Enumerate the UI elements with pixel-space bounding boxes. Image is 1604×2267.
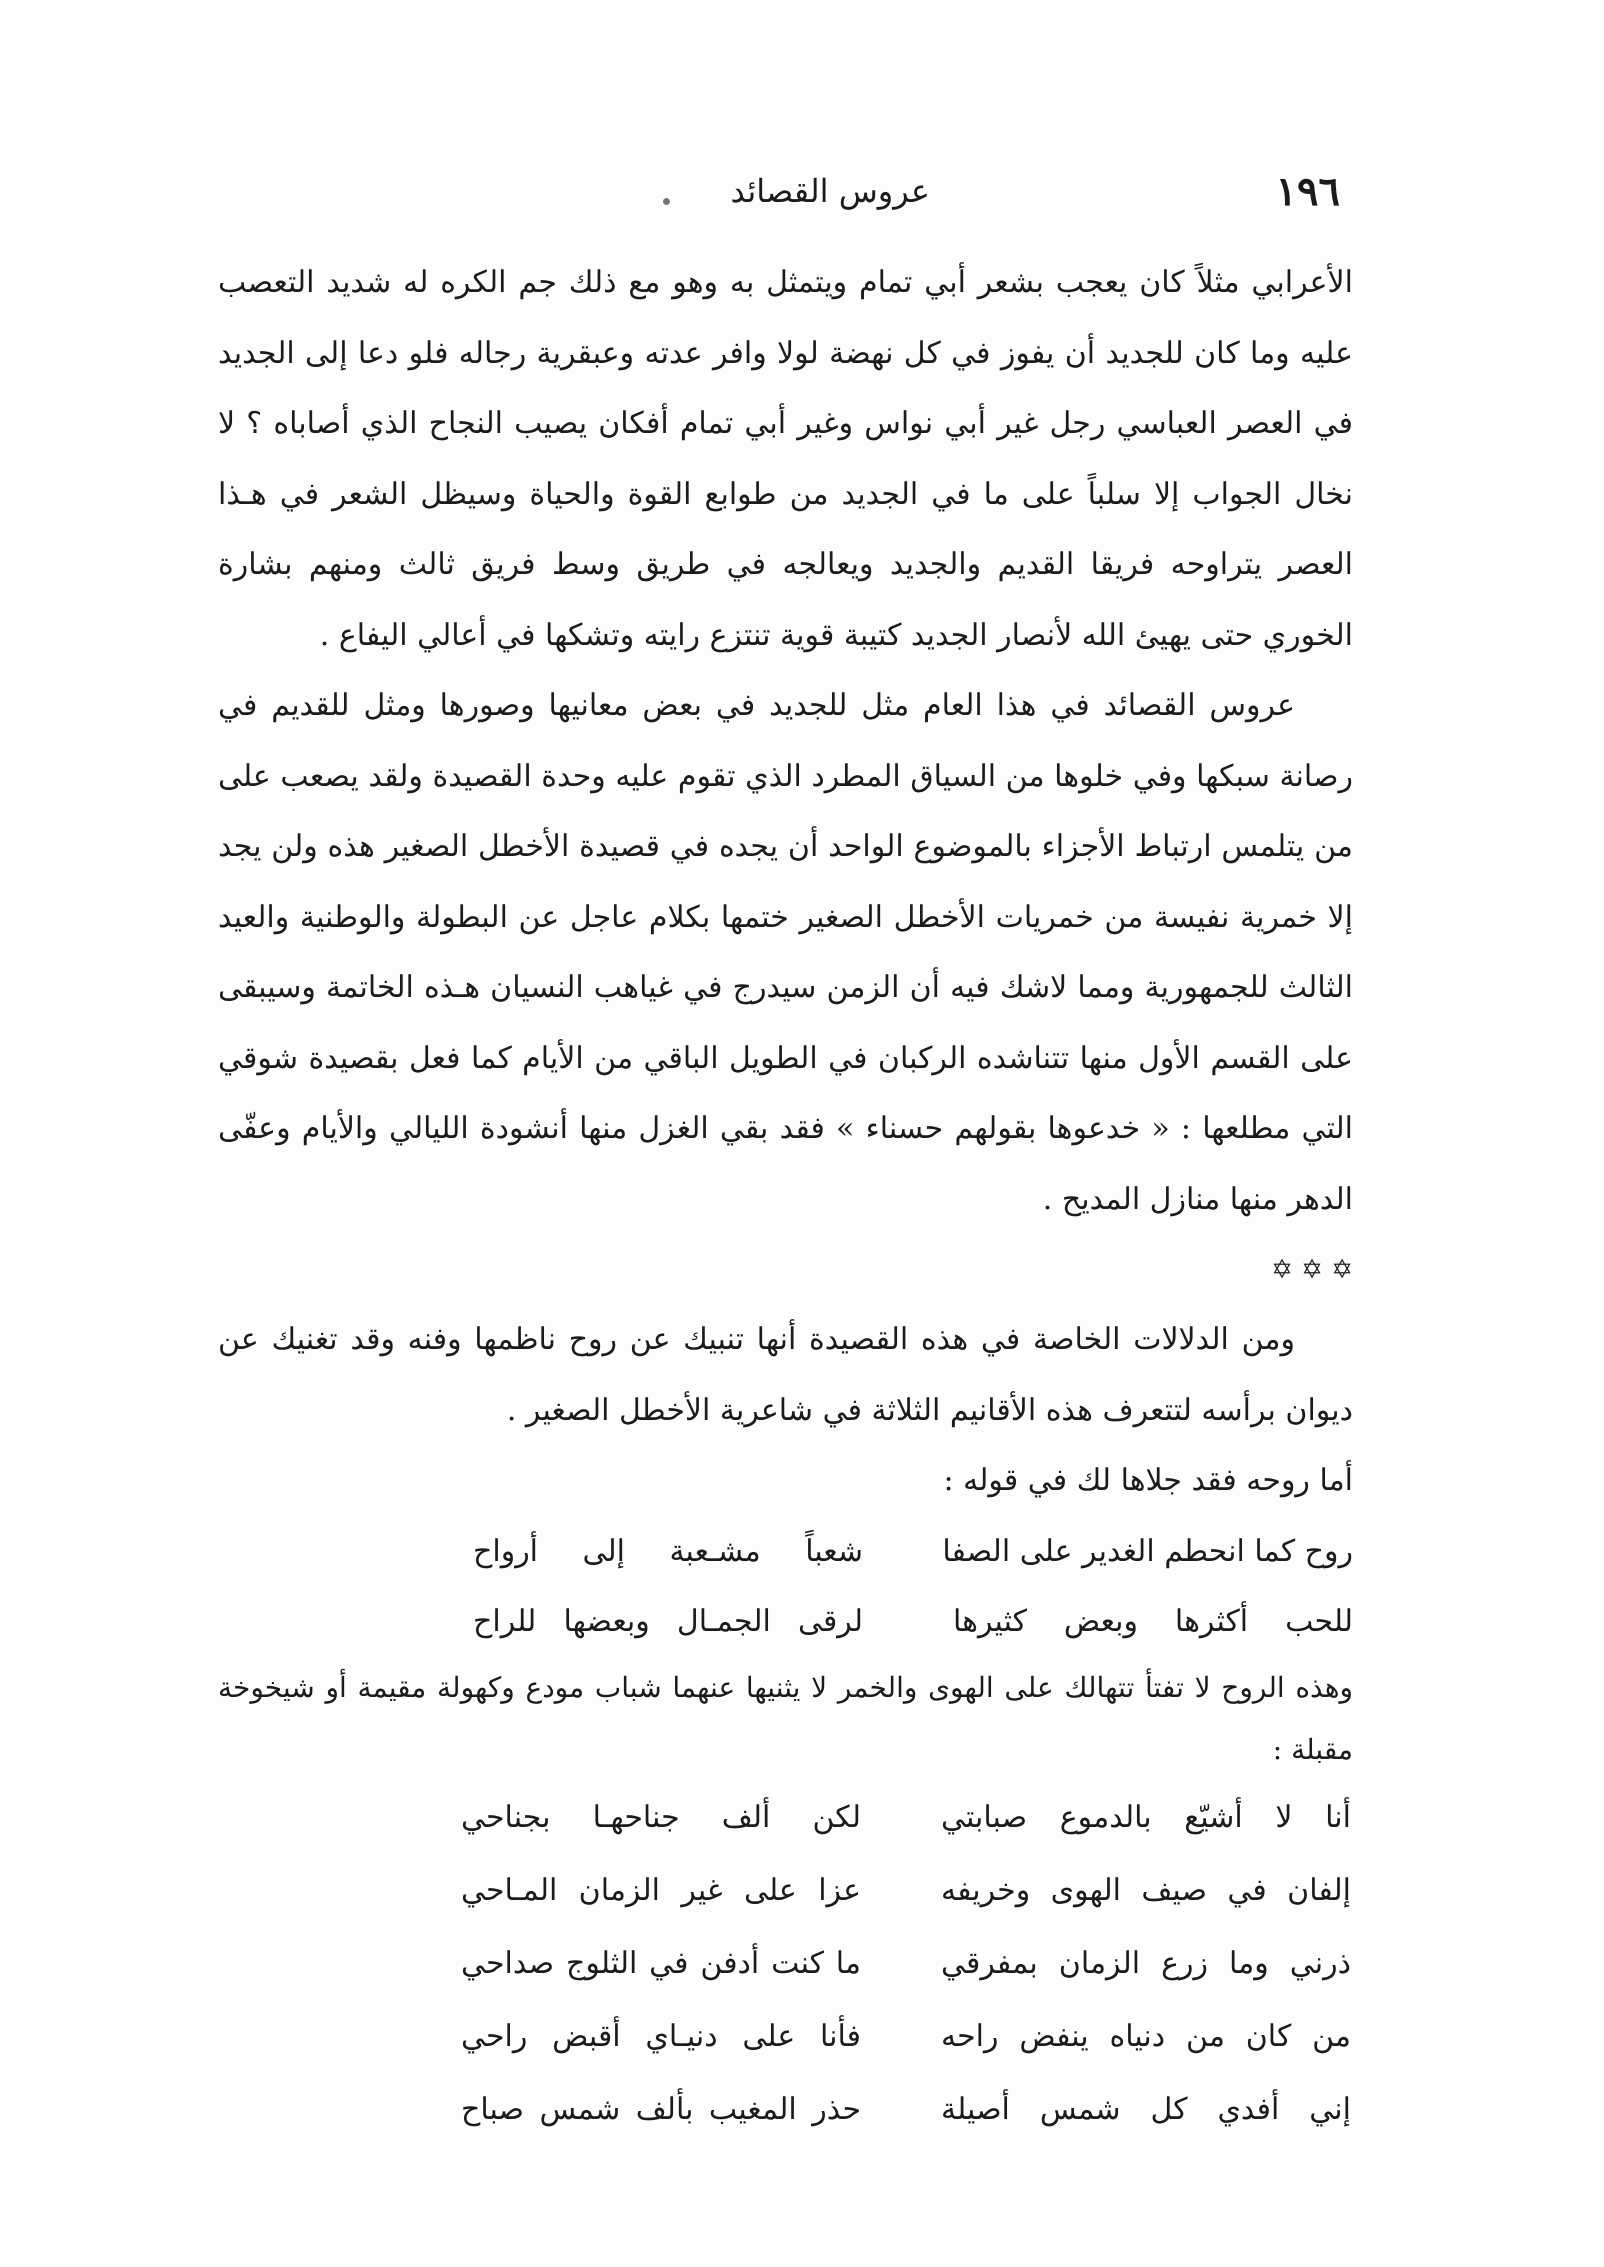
verse-second-hemistich: حذر المغيب بألف شمس صباح [461, 2091, 861, 2127]
page-body [218, 248, 1353, 2146]
verse-second-hemistich: عزا على غير الزمان المـاحي [461, 1872, 861, 1908]
verse-first-hemistich: للحب أكثرها وبعض كثيرها [953, 1603, 1353, 1639]
verse-first-hemistich: من كان من دنياه ينفض راحه [941, 2018, 1351, 2054]
paragraph-arous-alqasaid: عروس القصائد في هذا العام مثل للجديد في بعض معانيها وصورها ومثل للقديم في رصانة سبكها وفي خلوها من السياق المطرد الذي تقوم عليه وحدة القصيدة ولقد يصعب على من يتلمس ارتباط الأجزاء بالموضوع الواحد أن يجده في قصيدة الأخطل الصغير هذه ولن يجد إلا خمرية نفيسة من خمريات الأخطل الصغير ختمها بكلام عاجل عن البطولة والوطنية والعيد الثالث للجمهورية ومما لاشك فيه أن الزمن سيدرج في غياهب النسيان هـذه الخاتمة وسيبقى على القسم الأول منها تتناشده الركبان في الطويل الباقي من الأيام كما فعل بقصيدة شوقي التي مطلعها : « خدعوها بقولهم حسناء » فقد بقي الغزل منها أنشودة الليالي والأيام وعفّى الدهر منها منازل المديح . [218, 688, 1353, 1217]
verse-first-hemistich: ذرني وما زرع الزمان بمفرقي [941, 1945, 1351, 1981]
verse-second-hemistich: لرقى الجمـال وبعضها للراح [473, 1603, 863, 1639]
verse-second-hemistich: شعباً مشـعبة إلى أرواح [473, 1533, 863, 1569]
verse-block-1 [218, 1517, 1353, 1657]
verse-line [218, 2000, 1353, 2073]
paragraph-dalalat: ومن الدلالات الخاصة في هذه القصيدة أنها تنبيك عن روح ناظمها وفنه وقد تغنيك عن ديوان برأسه لتتعرف هذه الأقانيم الثلاثة في شاعرية الأخطل الصغير . [218, 1322, 1353, 1428]
running-title: عروس القصائد [730, 172, 930, 210]
verse-line [218, 1781, 1353, 1854]
section-separator-stars: ✡ ✡ ✡ [1271, 1255, 1353, 1285]
verse-block-2 [218, 1781, 1353, 2146]
verse-second-hemistich: فأنا على دنيـاي أقبض راحي [461, 2018, 861, 2054]
verse-first-hemistich: إني أفدي كل شمس أصيلة [941, 2091, 1351, 2127]
page-number: ١٩٦ [1275, 168, 1340, 215]
paragraph-ruh-description: وهذه الروح لا تفتأ تتهالك على الهوى والخمر لا يثنيها عنهما شباب مودع وكهولة مقيمة أو شيخوخة مقبلة : [218, 1670, 1353, 1766]
verse-line [218, 2073, 1353, 2146]
verse-line [218, 1854, 1353, 1927]
header-dot-mark [663, 198, 670, 205]
verse-second-hemistich: ما كنت أدفن في الثلوج صداحي [461, 1945, 861, 1981]
verse-first-hemistich: روح كما انحطم الغدير على الصفا [942, 1533, 1353, 1569]
page-header [220, 168, 1350, 228]
verse-second-hemistich: لكن ألف جناحهـا بجناحي [461, 1799, 861, 1835]
verse-line [218, 1587, 1353, 1657]
paragraph-continued: الأعرابي مثلاً كان يعجب بشعر أبي تمام ويتمثل به وهو مع ذلك جم الكره له شديد التعصب عليه وما كان للجديد أن يفوز في كل نهضة لولا وافر عدته وعبقرية رجاله فلو دعا إلى الجديد في العصر العباسي رجل غير أبي نواس وغير أبي تمام أفكان يصيب النجاح الذي أصاباه ؟ لا نخال الجواب إلا سلباً على ما في الجديد من طوابع القوة والحياة وسيظل الشعر في هـذا العصر يتراوحه فريقا القديم والجديد ويعالجه في طريق وسط فريق ثالث ومنهم بشارة الخوري حتى يهيئ الله لأنصار الجديد كتيبة قوية تنتزع رايته وتشكها في أعالي اليفاع . [218, 265, 1353, 653]
intro-line-ruh: أما روحه فقد جلاها لك في قوله : [943, 1463, 1353, 1498]
verse-line [218, 1517, 1353, 1587]
verse-first-hemistich: أنا لا أشيّع بالدموع صبابتي [941, 1799, 1351, 1835]
verse-line [218, 1927, 1353, 2000]
verse-first-hemistich: إلفان في صيف الهوى وخريفه [941, 1872, 1351, 1908]
